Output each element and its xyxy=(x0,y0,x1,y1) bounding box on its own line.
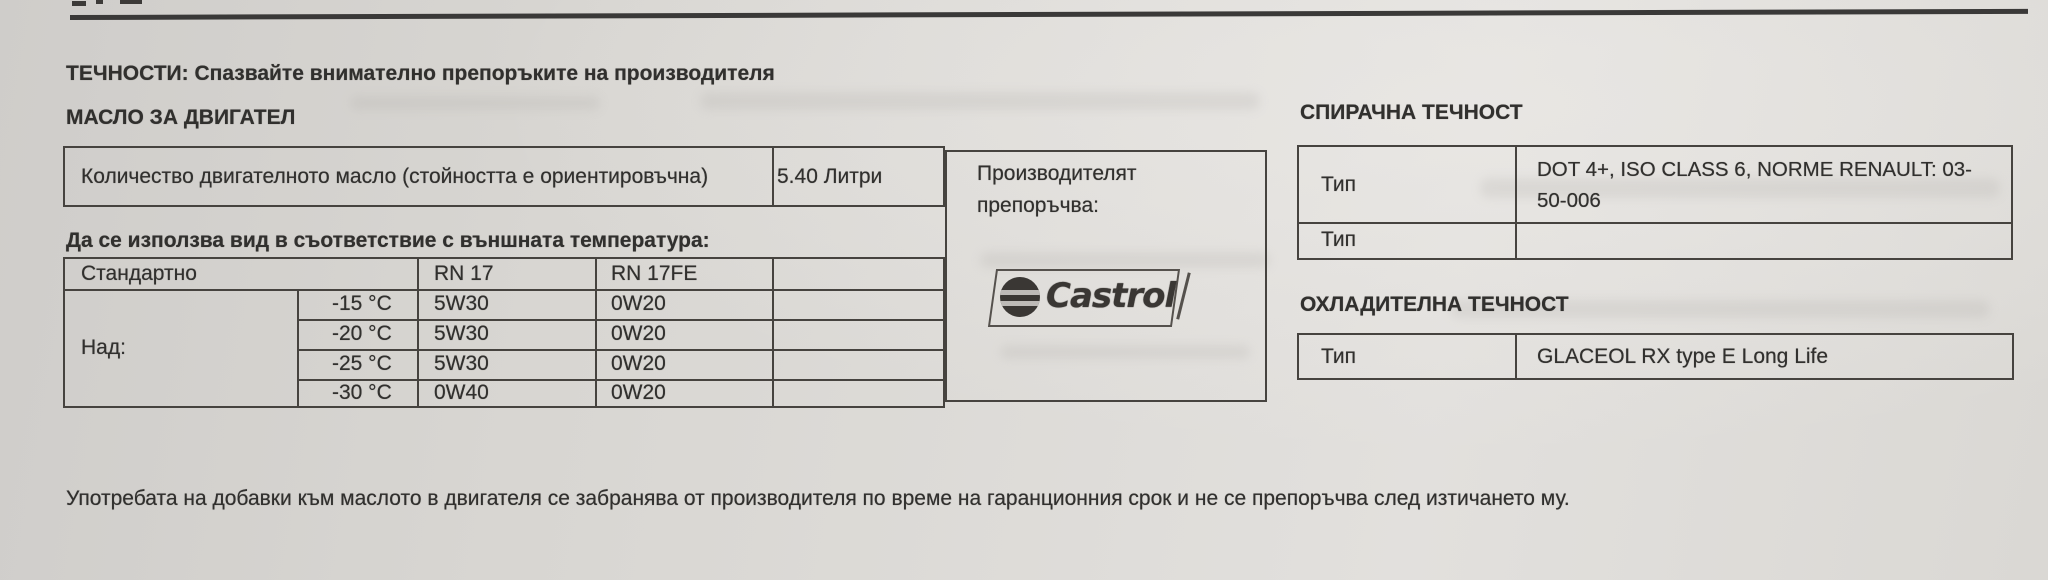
temperature-intro: Да се използва вид в съответствие с външната температура: xyxy=(66,229,710,252)
engine-oil-heading: МАСЛО ЗА ДВИГАТЕЛ xyxy=(66,106,296,129)
temp-cell: -15 °C xyxy=(332,292,392,315)
temp-cell: 5W30 xyxy=(434,292,489,315)
temp-table-col-line xyxy=(417,259,419,406)
temp-table-col-line xyxy=(772,259,774,406)
top-rule xyxy=(70,9,2028,20)
page-crop-mark xyxy=(120,0,142,4)
brake-row-label: Тип xyxy=(1321,228,1357,251)
oil-quantity-value: 5.40 Литри xyxy=(777,164,883,188)
oil-quantity-label: Количество двигателното масло (стойността е ориентировъчна) xyxy=(81,164,709,188)
castrol-logo-icon xyxy=(1000,277,1040,317)
castrol-wordmark: Castrol xyxy=(1046,276,1176,316)
temp-table-col-line xyxy=(297,289,299,406)
temp-cell: 5W30 xyxy=(434,322,489,345)
brake-fluid-table xyxy=(1297,145,2013,260)
brake-fluid-heading: СПИРАЧНА ТЕЧНОСТ xyxy=(1300,101,1523,124)
temp-cell: 5W30 xyxy=(434,352,489,375)
oil-table-divider xyxy=(772,148,774,205)
oil-quantity-table xyxy=(63,146,945,207)
temp-cell: 0W40 xyxy=(434,380,489,404)
coolant-table xyxy=(1297,333,2014,380)
temp-cell: 0W20 xyxy=(611,352,666,375)
temp-cell: 0W20 xyxy=(611,292,666,315)
temp-cell: -30 °C xyxy=(332,380,392,404)
temp-header-rn17fe: RN 17FE xyxy=(611,262,698,285)
temp-table-col-line xyxy=(595,259,597,406)
footer-note: Употребата на добавки към маслото в двигателя се забранява от производителя по време на гаранционния срок и не се препоръчва след изтичането му. xyxy=(66,487,1570,510)
fluids-note-heading: ТЕЧНОСТИ: Спазвайте внимателно препоръките на производителя xyxy=(66,62,775,85)
castrol-icon-stripe xyxy=(1000,290,1040,295)
show-through-artifact xyxy=(700,92,1260,110)
coolant-row-label: Тип xyxy=(1321,344,1357,368)
show-through-artifact xyxy=(350,96,600,110)
brake-row-value: DOT 4+, ISO CLASS 6, NORME RENAULT: 03-50-006 xyxy=(1537,158,1972,212)
coolant-heading: ОХЛАДИТЕЛНА ТЕЧНОСТ xyxy=(1300,293,1569,316)
temp-cell: 0W20 xyxy=(611,322,666,345)
temp-row-label: Над: xyxy=(81,335,126,359)
temp-header-standard: Стандартно xyxy=(81,262,197,285)
brake-table-row-line xyxy=(1299,222,2011,224)
temp-cell: 0W20 xyxy=(611,380,666,404)
coolant-row-value: GLACEOL RX type E Long Life xyxy=(1537,344,1829,368)
temp-header-rn17: RN 17 xyxy=(434,262,494,285)
manufacturer-line1: Производителят xyxy=(977,162,1137,185)
brake-row-label: Тип xyxy=(1321,172,1357,196)
coolant-table-col-line xyxy=(1515,335,1517,378)
manufacturer-line2: препоръчва: xyxy=(977,194,1099,217)
temp-table-header-line xyxy=(65,289,943,291)
page-crop-mark xyxy=(72,1,86,6)
temp-cell: -20 °C xyxy=(332,322,392,345)
brake-table-col-line xyxy=(1515,147,1517,258)
castrol-icon-stripe xyxy=(1000,301,1040,306)
page-crop-mark xyxy=(96,0,103,4)
temp-cell: -25 °C xyxy=(332,352,392,375)
temperature-table xyxy=(63,257,945,408)
